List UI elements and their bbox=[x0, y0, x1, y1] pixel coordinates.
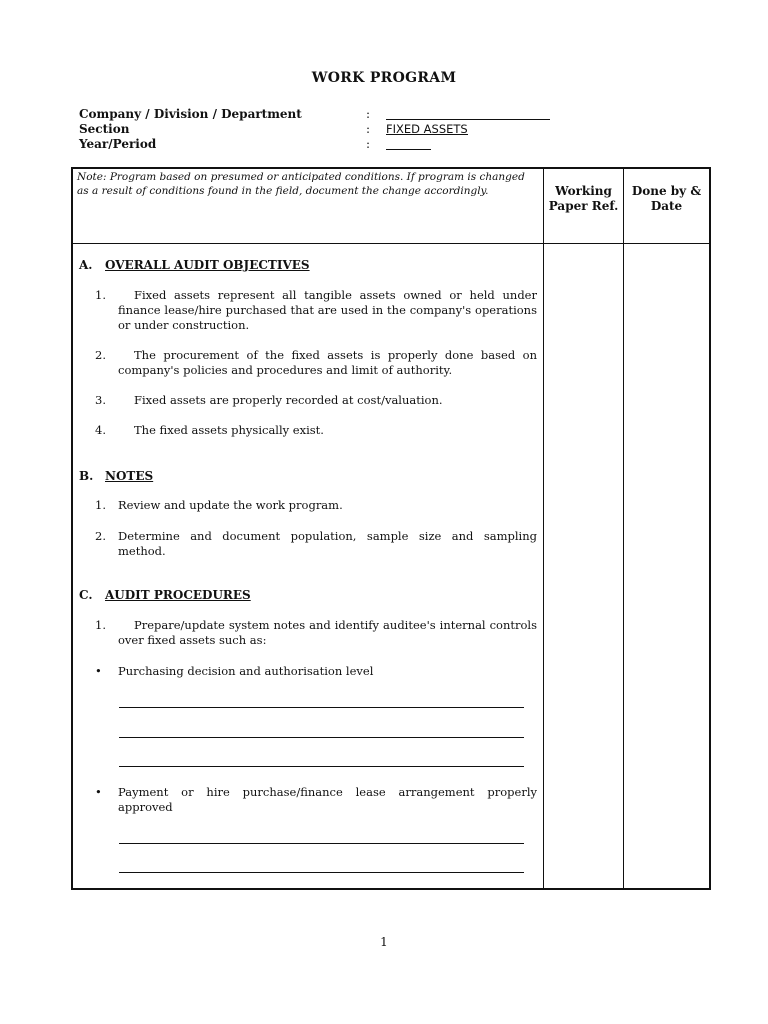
bullet-symbol: • bbox=[95, 664, 102, 678]
section-c-heading bbox=[79, 587, 251, 603]
bullet-item bbox=[95, 664, 537, 679]
item-text: Fixed assets are properly recorded at cost/valuation. bbox=[134, 393, 443, 407]
section-b-heading bbox=[79, 468, 153, 484]
section-colon: : bbox=[366, 122, 371, 136]
item-number: 2. bbox=[95, 348, 106, 362]
item-number: 1. bbox=[95, 618, 106, 632]
working-paper-ref-header: Working Paper Ref. bbox=[548, 184, 619, 213]
list-item bbox=[95, 529, 537, 559]
item-number: 1. bbox=[95, 498, 106, 512]
section-a-letter: A. bbox=[79, 258, 93, 272]
year-label: Year/Period bbox=[79, 137, 157, 151]
list-item bbox=[95, 423, 537, 438]
company-label: Company / Division / Department bbox=[79, 107, 302, 121]
item-number: 3. bbox=[95, 393, 106, 407]
section-b-title: NOTES bbox=[105, 469, 154, 483]
year-value bbox=[386, 136, 431, 150]
answer-line[interactable] bbox=[119, 766, 524, 767]
done-by-date-header: Done by & Date bbox=[631, 184, 702, 213]
answer-line[interactable] bbox=[119, 737, 524, 738]
item-number: 2. bbox=[95, 529, 106, 543]
item-text: The fixed assets physically exist. bbox=[134, 423, 324, 437]
year-colon: : bbox=[366, 137, 371, 151]
list-item bbox=[95, 498, 537, 513]
answer-line[interactable] bbox=[119, 707, 524, 708]
list-item bbox=[95, 288, 537, 333]
year-value-field[interactable] bbox=[386, 136, 431, 154]
bullet-text: Payment or hire purchase/finance lease arrangement properly approved bbox=[118, 785, 537, 814]
section-value: FIXED ASSETS bbox=[386, 122, 468, 136]
section-a-title: OVERALL AUDIT OBJECTIVES bbox=[105, 258, 310, 272]
company-colon: : bbox=[366, 107, 371, 121]
company-value bbox=[386, 106, 550, 120]
item-text: The procurement of the fixed assets is properly done based on company's policies and procedures and limit of authority. bbox=[118, 348, 537, 377]
section-value-field[interactable] bbox=[386, 121, 468, 137]
item-text: Prepare/update system notes and identify auditee's internal controls over fixed assets such as: bbox=[118, 618, 537, 647]
item-text: Determine and document population, sample size and sampling method. bbox=[118, 529, 537, 558]
section-label: Section bbox=[79, 122, 130, 136]
section-a-heading bbox=[79, 257, 310, 273]
column-divider-1 bbox=[543, 169, 544, 888]
answer-line[interactable] bbox=[119, 872, 524, 873]
page-title: WORK PROGRAM bbox=[311, 70, 457, 86]
item-text: Review and update the work program. bbox=[118, 498, 343, 512]
table-note: Note: Program based on presumed or anticipated conditions. If program is changed as a result of conditions found in the field, document the change accordingly. bbox=[77, 171, 525, 197]
section-c-title: AUDIT PROCEDURES bbox=[105, 588, 251, 602]
bullet-symbol: • bbox=[95, 785, 102, 799]
list-item bbox=[95, 348, 537, 378]
item-number: 1. bbox=[95, 288, 106, 302]
item-text: Fixed assets represent all tangible assets owned or held under finance lease/hire purchased that are used in the company's operations or under construction. bbox=[118, 288, 537, 332]
list-item bbox=[95, 393, 537, 408]
column-divider-2 bbox=[623, 169, 624, 888]
list-item bbox=[95, 618, 537, 648]
answer-line[interactable] bbox=[119, 843, 524, 844]
header-divider bbox=[73, 243, 709, 244]
bullet-item bbox=[95, 785, 537, 815]
section-c-letter: C. bbox=[79, 588, 93, 602]
item-number: 4. bbox=[95, 423, 106, 437]
bullet-text: Purchasing decision and authorisation level bbox=[118, 664, 374, 678]
page-number: 1 bbox=[380, 935, 388, 949]
section-b-letter: B. bbox=[79, 469, 94, 483]
